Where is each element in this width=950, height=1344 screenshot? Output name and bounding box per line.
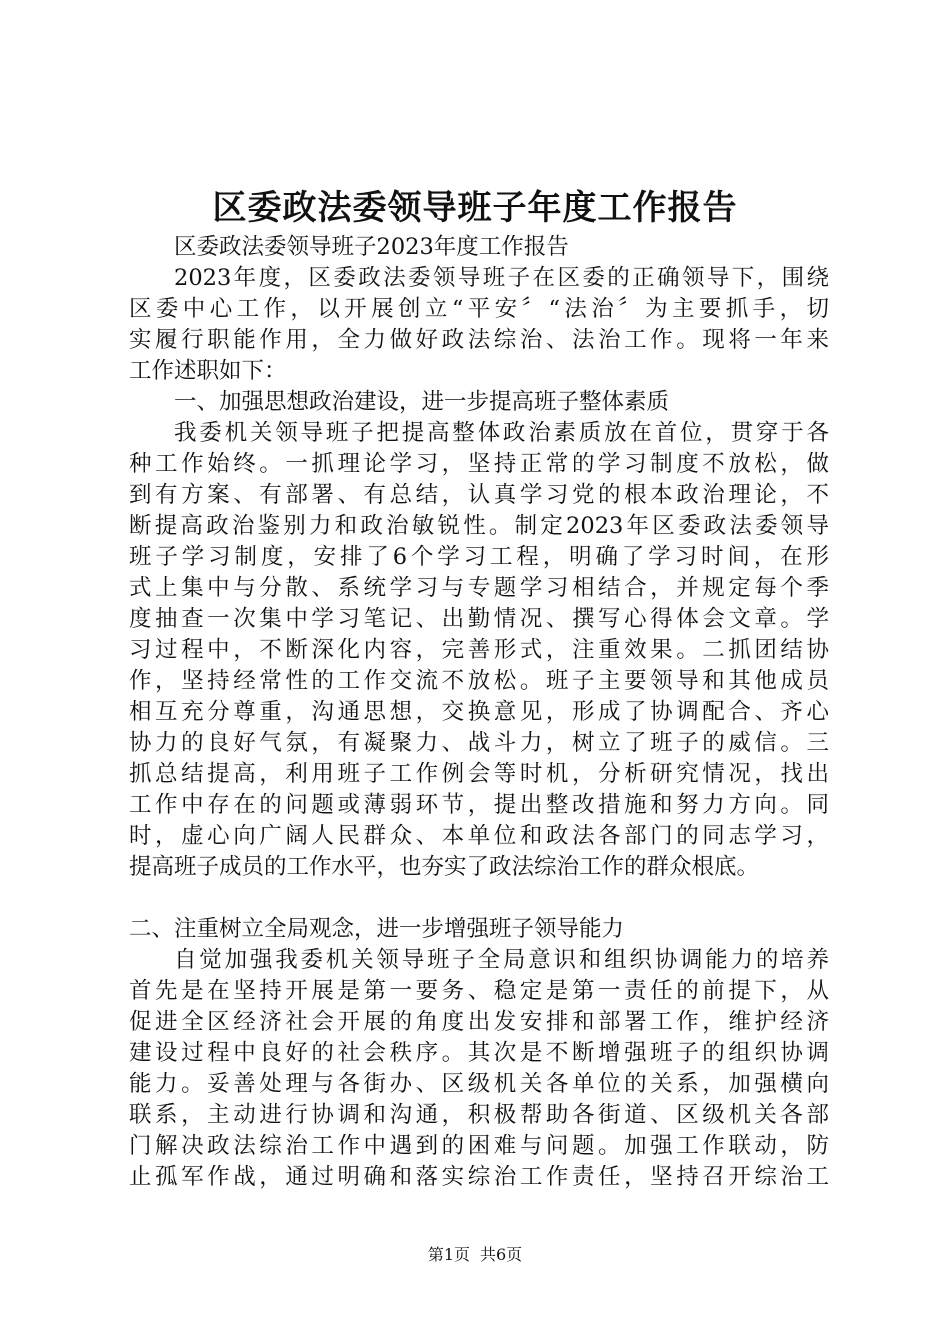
body-text-line: 工作中存在的问题或薄弱环节，提出整改措施和努力方向。同 — [129, 792, 829, 818]
body-text-line: 时，虚心向广阔人民群众、本单位和政法各部门的同志学习， — [129, 823, 829, 849]
page-total: 共6页 — [480, 1245, 523, 1264]
body-text-line: 二、注重树立全局观念，进一步增强班子领导能力 — [129, 916, 625, 942]
body-text-line: 工作述职如下： — [129, 358, 287, 384]
body-text-line: 首先是在坚持开展是第一要务、稳定是第一责任的前提下，从 — [129, 978, 829, 1004]
body-text-line: 自觉加强我委机关领导班子全局意识和组织协调能力的培养 — [174, 947, 829, 973]
body-text-line: 建设过程中良好的社会秩序。其次是不断增强班子的组织协调 — [129, 1040, 829, 1066]
page-number: 第1页 — [427, 1245, 470, 1264]
body-text-line: 区委中心工作，以开展创立“平安〞“法治〞为主要抓手，切 — [129, 296, 829, 322]
document-title: 区委政法委领导班子年度工作报告 — [212, 188, 738, 228]
document-body — [129, 232, 829, 1193]
body-text-line: 种工作始终。一抓理论学习，坚持正常的学习制度不放松，做 — [129, 451, 829, 477]
body-text-line: 班子学习制度，安排了6个学习工程，明确了学习时间，在形 — [129, 544, 829, 570]
body-text-line: 联系，主动进行协调和沟通，积极帮助各街道、区级机关各部 — [129, 1102, 829, 1128]
body-text-line: 能力。妥善处理与各街办、区级机关各单位的关系，加强横向 — [129, 1071, 829, 1097]
body-text-line: 一、加强思想政治建设，进一步提高班子整体素质 — [174, 389, 670, 415]
body-text-line: 相互充分尊重，沟通思想，交换意见，形成了协调配合、齐心 — [129, 699, 829, 725]
body-text-line: 提高班子成员的工作水平，也夯实了政法综治工作的群众根底。 — [129, 854, 760, 880]
body-text-line: 区委政法委领导班子2023年度工作报告 — [174, 234, 569, 260]
body-text-line: 习过程中，不断深化内容，完善形式，注重效果。二抓团结协 — [129, 637, 829, 663]
body-text-line: 断提高政治鉴别力和政治敏锐性。制定2023年区委政法委领导 — [129, 513, 829, 539]
body-text-line: 抓总结提高，利用班子工作例会等时机，分析研究情况，找出 — [129, 761, 829, 787]
body-text-line: 式上集中与分散、系统学习与专题学习相结合，并规定每个季 — [129, 575, 829, 601]
body-text-line: 止孤军作战，通过明确和落实综治工作责任，坚持召开综治工 — [129, 1164, 829, 1190]
body-text-line: 协力的良好气氛，有凝聚力、战斗力，树立了班子的威信。三 — [129, 730, 829, 756]
body-text-line: 实履行职能作用，全力做好政法综治、法治工作。现将一年来 — [129, 327, 829, 353]
body-text-line: 促进全区经济社会开展的角度出发安排和部署工作，维护经济 — [129, 1009, 829, 1035]
body-text-line: 作，坚持经常性的工作交流不放松。班子主要领导和其他成员 — [129, 668, 829, 694]
body-text-line: 门解决政法综治工作中遇到的困难与问题。加强工作联动，防 — [129, 1133, 829, 1159]
body-text-line: 到有方案、有部署、有总结，认真学习党的根本政治理论，不 — [129, 482, 829, 508]
body-text-line: 我委机关领导班子把提高整体政治素质放在首位，贯穿于各 — [174, 420, 829, 446]
page-footer — [0, 1243, 950, 1267]
body-text-line: 2023年度，区委政法委领导班子在区委的正确领导下，围绕 — [174, 265, 829, 291]
body-text-line: 度抽查一次集中学习笔记、出勤情况、撰写心得体会文章。学 — [129, 606, 829, 632]
